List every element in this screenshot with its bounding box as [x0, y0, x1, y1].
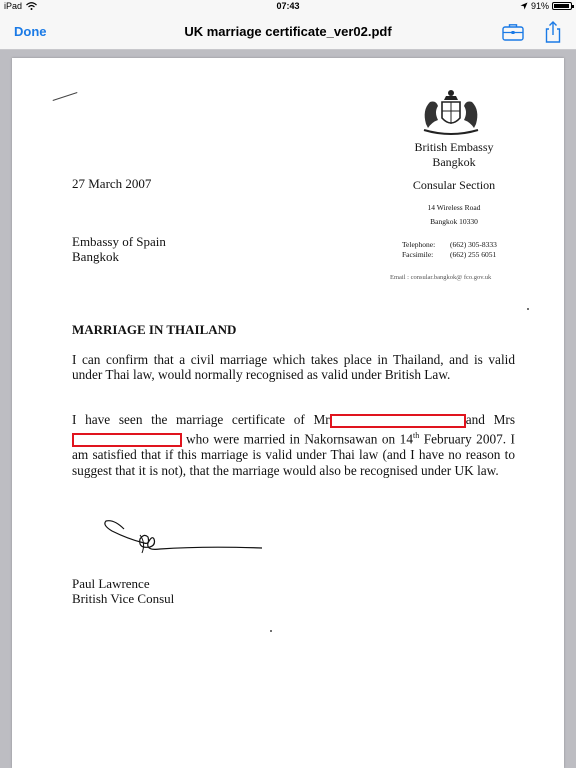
nav-bar: [0, 14, 576, 50]
status-bar: [0, 0, 576, 14]
contact-details: [402, 240, 497, 260]
device-label: iPad: [4, 1, 23, 11]
address-line2: Bangkok 10330: [430, 217, 478, 226]
p2-superscript: th: [412, 430, 420, 440]
done-button[interactable]: Done: [14, 24, 47, 39]
status-right: [520, 1, 572, 11]
letter-date: 27 March 2007: [72, 176, 152, 191]
signer-name: Paul Lawrence: [72, 576, 150, 591]
handwritten-signature: [104, 513, 264, 558]
signer-title: British Vice Consul: [72, 591, 175, 606]
battery-icon: [552, 2, 572, 10]
scan-mark: [52, 92, 77, 101]
facsimile-row: [402, 250, 497, 260]
address-line1: 14 Wireless Road: [427, 203, 481, 212]
p2-text-4: February 2007. I am satisfied that if this marriage is valid under Thai law (and I have no reason to suggest that it is not), that the marriage would also be recognised under UK law.: [72, 431, 515, 478]
recipient-line2: Bangkok: [72, 249, 119, 264]
consular-section: Consular Section: [412, 178, 496, 192]
signer-block: [72, 576, 174, 606]
location-arrow-icon: [520, 2, 528, 10]
letter-heading: MARRIAGE IN THAILAND: [72, 322, 237, 337]
telephone-label: Telephone:: [402, 240, 436, 249]
redaction-box-wife: [72, 433, 182, 447]
embassy-name-line2: Bangkok: [432, 155, 476, 169]
document-title: UK marriage certificate_ver02.pdf: [184, 24, 392, 39]
p2-text-3: who were married in Nakornsawan on 14: [186, 431, 413, 447]
paragraph-2: [72, 412, 515, 478]
pdf-page[interactable]: [12, 58, 564, 768]
battery-percent: 91%: [530, 1, 549, 11]
embassy-name: [392, 140, 516, 170]
facsimile-value: (662) 255 6051: [450, 250, 497, 259]
redaction-box-husband: [330, 414, 466, 428]
share-icon[interactable]: [541, 20, 565, 44]
p2-text-1: I have seen the marriage certificate of Mr: [72, 412, 330, 427]
p2-text-2: and Mrs: [465, 412, 515, 427]
paragraph-1: I can confirm that a civil marriage which takes place in Thailand, and is valid under Thai law, would normally recognised as valid under British Law.: [72, 352, 515, 383]
embassy-name-line1: British Embassy: [414, 140, 494, 154]
recipient-line1: Embassy of Spain: [72, 234, 166, 249]
briefcase-icon[interactable]: [501, 20, 525, 44]
scan-speck: [527, 308, 529, 310]
facsimile-label: Facsimile:: [402, 250, 434, 259]
recipient: [72, 234, 166, 264]
scan-speck: [270, 630, 272, 632]
royal-coat-of-arms-icon: [416, 88, 486, 138]
telephone-row: [402, 240, 497, 250]
telephone-value: (662) 305-8333: [450, 240, 497, 249]
embassy-address: [392, 201, 516, 229]
embassy-email: Email : consular.bangkok@ fco.gov.uk: [390, 274, 492, 281]
clock: 07:43: [276, 1, 300, 11]
